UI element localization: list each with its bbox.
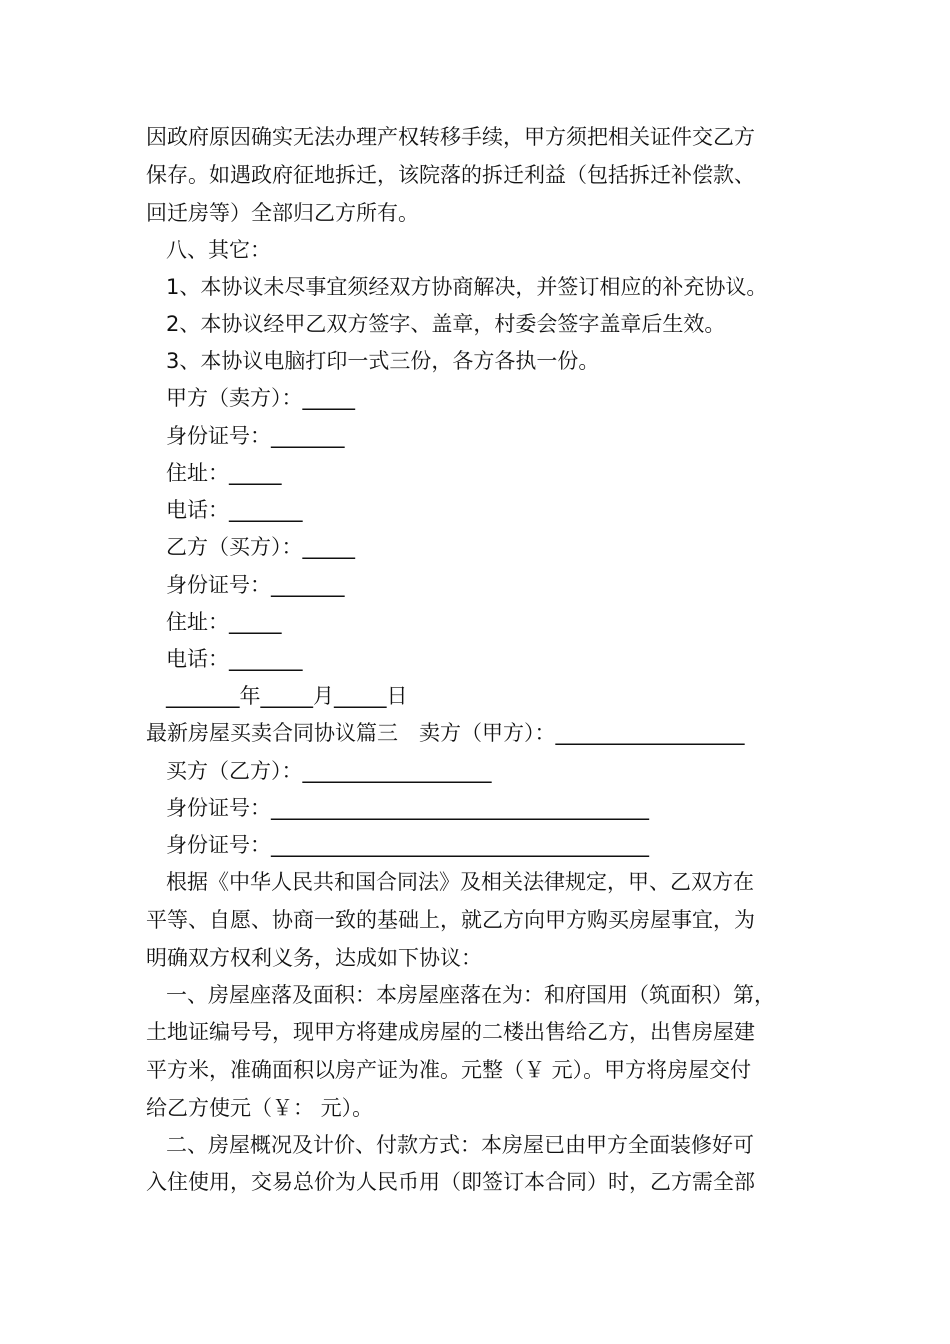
paragraph-line: 明确双方权利义务，达成如下协议： (146, 946, 482, 970)
party-a-address-label: 住址：_____ (166, 461, 282, 485)
paragraph-line: 平等、自愿、协商一致的基础上，就乙方向甲方购买房屋事宜，为 (146, 908, 755, 932)
party-a-label: 甲方（卖方）：_____ (166, 386, 355, 410)
party-a-phone-label: 电话：_______ (166, 498, 303, 522)
paragraph-line: 土地证编号号，现甲方将建成房屋的二楼出售给乙方，出售房屋建 (146, 1020, 755, 1044)
paragraph-line: 给乙方使元（￥： 元）。 (146, 1096, 374, 1120)
section-heading: 八、其它： (166, 238, 271, 262)
id-number-label: 身份证号：____________________________________ (166, 833, 649, 857)
paragraph-line: 保存。如遇政府征地拆迁，该院落的拆迁利益（包括拆迁补偿款、 (146, 163, 755, 187)
paragraph-line: 回迁房等）全部归乙方所有。 (146, 201, 419, 225)
paragraph-line: 平方米，准确面积以房产证为准。元整（￥ 元）。甲方将房屋交付 (146, 1058, 752, 1082)
party-b-label: 乙方（买方）：_____ (166, 535, 355, 559)
paragraph-line: 入住使用，交易总价为人民币用（即签订本合同）时，乙方需全部 (146, 1170, 755, 1194)
clause-1: 1、本协议未尽事宜须经双方协商解决，并签订相应的补充协议。 (166, 275, 768, 299)
date-line: _______年_____月_____日 (166, 684, 408, 708)
buyer-label: 买方（乙方）：__________________ (166, 759, 492, 783)
paragraph-line: 因政府原因确实无法办理产权转移手续，甲方须把相关证件交乙方 (146, 125, 755, 149)
section-title: 最新房屋买卖合同协议篇三 卖方（甲方）：__________________ (146, 721, 745, 745)
clause-2: 2、本协议经甲乙双方签字、盖章，村委会签字盖章后生效。 (166, 312, 726, 336)
id-number-label: 身份证号：____________________________________ (166, 796, 649, 820)
party-b-address-label: 住址：_____ (166, 610, 282, 634)
paragraph-line: 根据《中华人民共和国合同法》及相关法律规定，甲、乙双方在 (166, 870, 754, 894)
clause-3: 3、本协议电脑打印一式三份，各方各执一份。 (166, 349, 600, 373)
paragraph-line: 一、房屋座落及面积：本房屋座落在为：和府国用（筑面积）第， (166, 983, 775, 1007)
party-a-id-label: 身份证号：_______ (166, 424, 345, 448)
party-b-id-label: 身份证号：_______ (166, 573, 345, 597)
paragraph-line: 二、房屋概况及计价、付款方式：本房屋已由甲方全面装修好可 (166, 1133, 754, 1157)
party-b-phone-label: 电话：_______ (166, 647, 303, 671)
